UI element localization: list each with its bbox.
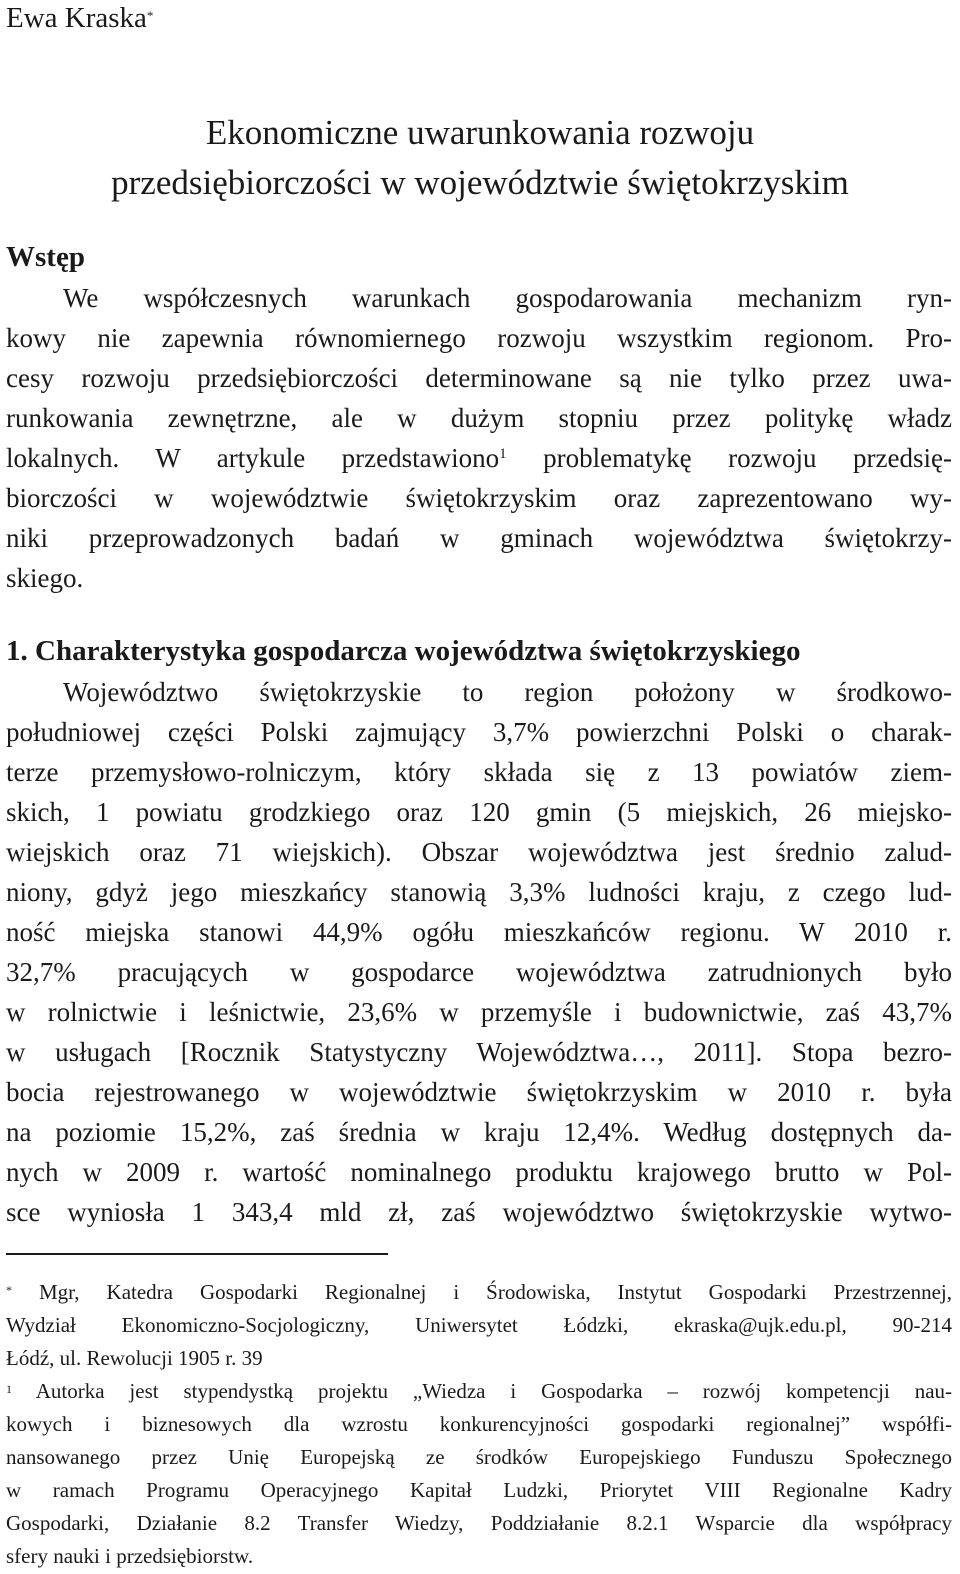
section-heading-intro: Wstęp — [6, 241, 85, 273]
title-line: przedsiębiorczości w województwie świętokrzyskim — [111, 163, 849, 202]
footnote-marker: 1 — [6, 1382, 12, 1396]
footnote-marker: * — [6, 1283, 12, 1297]
section-heading-1: 1. Charakterystyka gospodarcza województwa świętokrzyskiego — [6, 635, 801, 667]
paragraph-line: na poziomie 15,2%, zaś średnia w kraju 12,4%. Według dostępnych da- — [6, 1117, 952, 1147]
footnote-separator — [6, 1253, 388, 1255]
footnote-line: kowych i biznesowych dla wzrostu konkurencyjności gospodarki regionalnej” współfi- — [6, 1412, 952, 1436]
paragraph-line: skich, 1 powiatu grodzkiego oraz 120 gmin (5 miejskich, 26 miejsko- — [6, 797, 952, 827]
section1-paragraph — [6, 672, 952, 1232]
paragraph-line-part: lokalnych. W artykule przedstawiono — [6, 443, 500, 473]
paragraph-line: We współczesnych warunkach gospodarowania mechanizm ryn- — [63, 283, 952, 313]
paragraph-line: południowej części Polski zajmujący 3,7% powierzchni Polski o charak- — [6, 717, 952, 747]
intro-paragraph — [6, 278, 952, 598]
paragraph-line: niki przeprowadzonych badań w gminach województwa świętokrzy- — [6, 523, 952, 553]
footnote-ref: 1 — [499, 446, 507, 462]
paragraph-line: bocia rejestrowanego w województwie świętokrzyskim w 2010 r. była — [6, 1077, 952, 1107]
paragraph-line: wiejskich oraz 71 wiejskich). Obszar województwa jest średnio zalud- — [6, 837, 952, 867]
paragraph-line: runkowania zewnętrzne, ale w dużym stopniu przez politykę władz — [6, 403, 952, 433]
paragraph-line: 32,7% pracujących w gospodarce województwa zatrudnionych było — [6, 957, 952, 987]
footnote-line: Łódź, ul. Rewolucji 1905 r. 39 — [6, 1346, 263, 1370]
footnote-line: Wydział Ekonomiczno-Socjologiczny, Uniwersytet Łódzki, ekraska@ujk.edu.pl, 90-214 — [6, 1313, 952, 1337]
paragraph-line: skiego. — [6, 563, 84, 593]
author-name-text: Ewa Kraska — [6, 2, 147, 34]
footnote-line: w ramach Programu Operacyjnego Kapitał Ludzki, Priorytet VIII Regionalne Kadry — [6, 1478, 952, 1502]
paragraph-line: ność miejska stanowi 44,9% ogółu mieszkańców regionu. W 2010 r. — [6, 917, 952, 947]
paragraph-line-part: problematykę rozwoju przedsię- — [543, 443, 952, 473]
paragraph-line: niony, gdyż jego mieszkańcy stanowią 3,3% ludności kraju, z czego lud- — [6, 877, 952, 907]
paragraph-line: cesy rozwoju przedsiębiorczości determinowane są nie tylko przez uwa- — [6, 363, 952, 393]
footnote-text: Mgr, Katedra Gospodarki Regionalnej i Środowiska, Instytut Gospodarki Przestrzennej, — [38, 1280, 953, 1304]
paragraph-line: kowy nie zapewnia równomiernego rozwoju wszystkim regionom. Pro- — [6, 323, 952, 353]
paragraph-line: w rolnictwie i leśnictwie, 23,6% w przemyśle i budownictwie, zaś 43,7% — [6, 997, 952, 1027]
footnote-author — [6, 1276, 952, 1375]
footnote-1 — [6, 1375, 952, 1573]
author-footnote-marker: * — [146, 8, 154, 23]
paragraph-line: biorczości w województwie świętokrzyskim oraz zaprezentowano wy- — [6, 483, 952, 513]
footnote-line — [6, 1276, 952, 1309]
paper-title — [0, 108, 960, 208]
paragraph-line: terze przemysłowo-rolniczym, który składa się z 13 powiatów ziem- — [6, 757, 952, 787]
footnote-line: Gospodarki, Działanie 8.2 Transfer Wiedzy, Poddziałanie 8.2.1 Wsparcie dla współpracy — [6, 1511, 952, 1535]
title-line: Ekonomiczne uwarunkowania rozwoju — [205, 113, 755, 152]
paragraph-line: nych w 2009 r. wartość nominalnego produktu krajowego brutto w Pol- — [6, 1157, 952, 1187]
footnote-line — [6, 1375, 952, 1408]
paragraph-line: Województwo świętokrzyskie to region położony w środkowo- — [63, 677, 952, 707]
author-name — [6, 0, 153, 36]
paragraph-line: sce wyniosła 1 343,4 mld zł, zaś województwo świętokrzyskie wytwo- — [6, 1197, 952, 1227]
footnote-text: Autorka jest stypendystką projektu „Wiedza i Gospodarka – rozwój kompetencji nau- — [35, 1379, 953, 1403]
paragraph-line: w usługach [Rocznik Statystyczny Województwa…, 2011]. Stopa bezro- — [6, 1037, 952, 1067]
paragraph-line — [6, 438, 952, 478]
footnote-line: sfery nauki i przedsiębiorstw. — [6, 1544, 254, 1568]
footnote-line: nansowanego przez Unię Europejską ze środków Europejskiego Funduszu Społecznego — [6, 1445, 952, 1469]
